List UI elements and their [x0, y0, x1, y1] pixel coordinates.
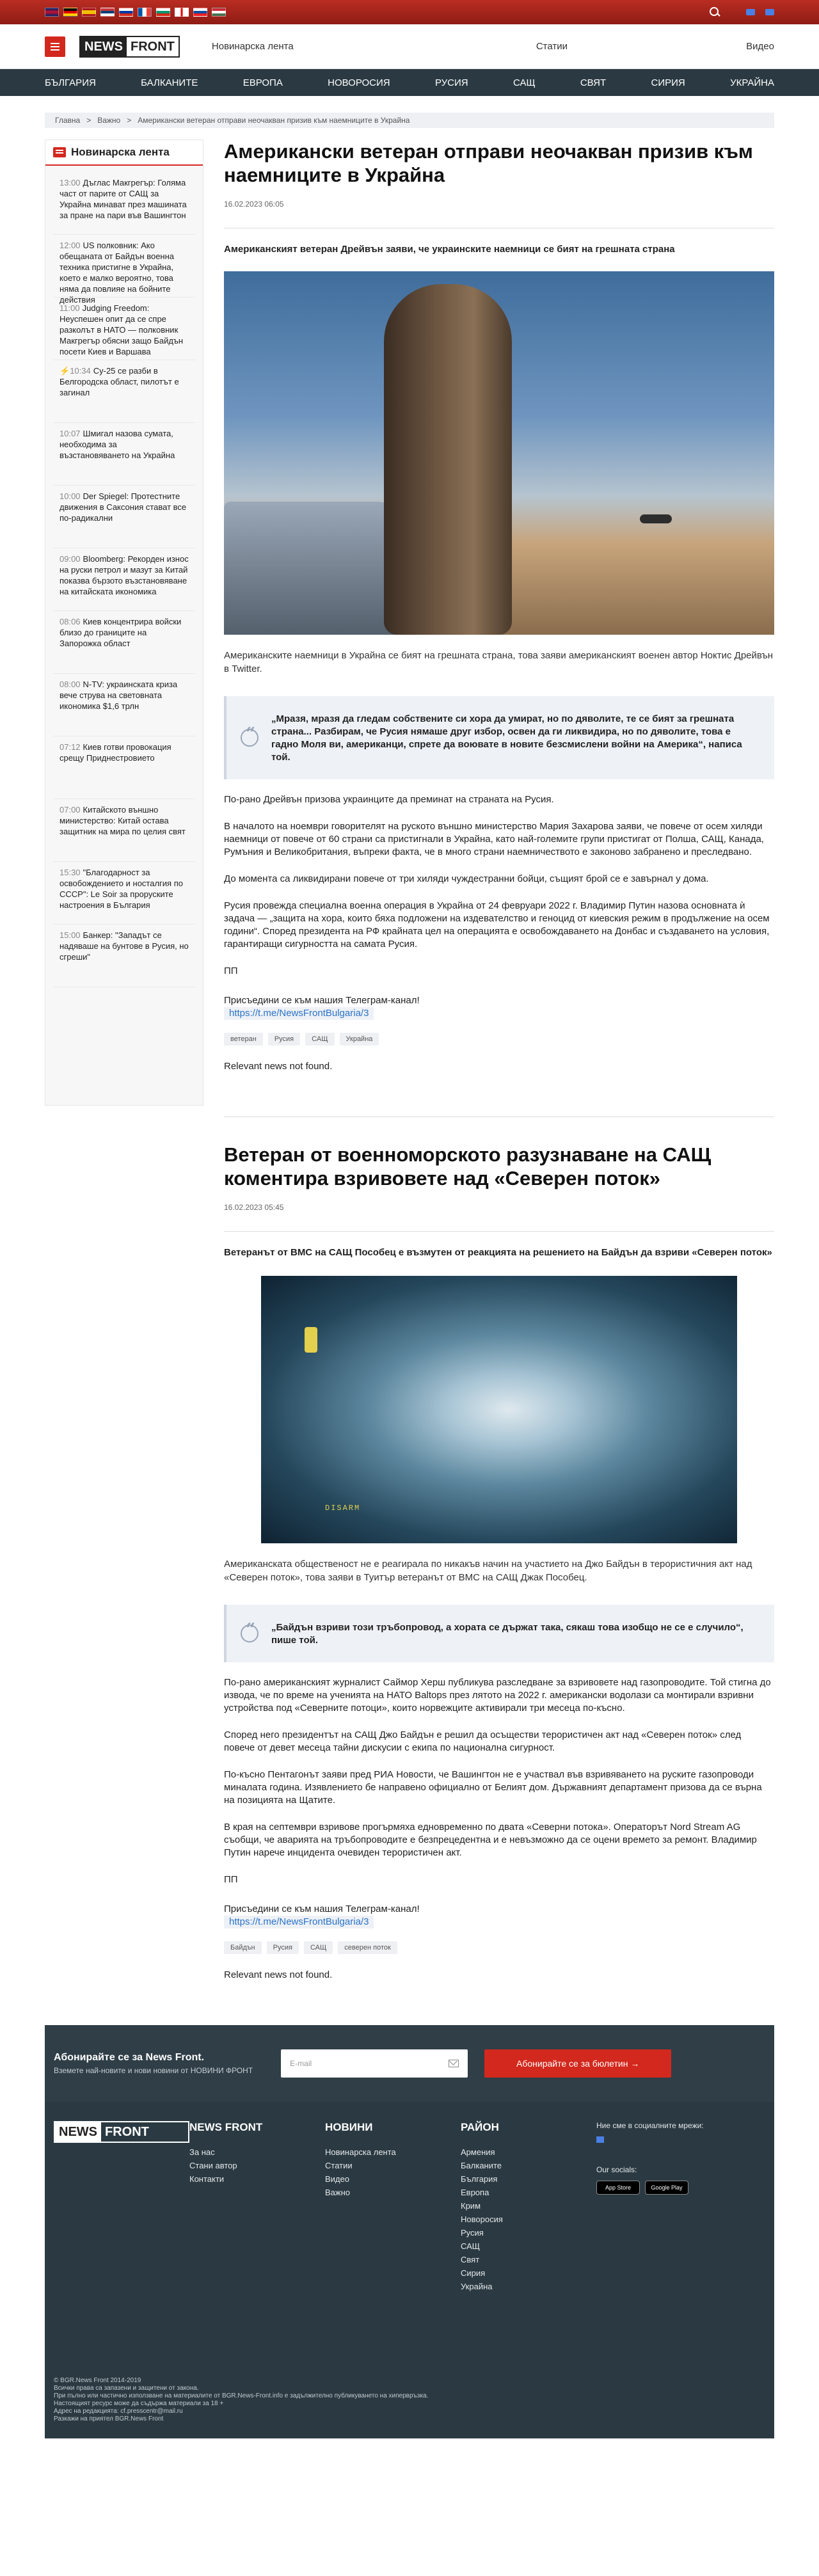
- category-link[interactable]: СВЯТ: [580, 77, 607, 88]
- photo-overlay-text: DISARM: [325, 1504, 361, 1513]
- article-title: Американски ветеран отправи неочакван призив към наемниците в Украйна: [224, 140, 753, 186]
- tag[interactable]: Русия: [268, 1033, 300, 1046]
- footer-link[interactable]: Новоросия: [461, 2214, 503, 2224]
- tag[interactable]: ветеран: [224, 1033, 263, 1046]
- breadcrumb-separator: >: [86, 116, 91, 125]
- tag[interactable]: Украйна: [340, 1033, 379, 1046]
- newsletter-subtitle: Вземете най-новите и нови новини от НОВИНИ ФРОНТ: [54, 2066, 253, 2075]
- footer-link[interactable]: Европа: [461, 2188, 489, 2197]
- related-news-empty: Relevant news not found.: [224, 1969, 333, 1980]
- article-title: Ветеран от военноморското разузнаване на САЩ коментира взривовете над «Северен поток»: [224, 1143, 712, 1189]
- article-quote: “ „Байдън взриви този тръбопровод, а хората се държат така, сякаш това изобщо не се е случило“, пише той.: [224, 1605, 774, 1662]
- footer-link[interactable]: Важно: [325, 2188, 351, 2197]
- sidebar-list: [45, 166, 203, 994]
- related-news-empty: Relevant news not found.: [224, 1061, 333, 1072]
- footer-link[interactable]: Свят: [461, 2255, 480, 2264]
- email-placeholder: E-mail: [290, 2059, 312, 2068]
- newsfeed-icon: [53, 147, 66, 157]
- newsletter-block: [45, 2025, 774, 2102]
- mail-icon: [449, 2060, 459, 2067]
- tag[interactable]: САЩ: [304, 1941, 333, 1954]
- sidebar-news-item[interactable]: 08:00 N-TV: украинската криза вече струва на световната икономика $1,6 трлн: [53, 674, 195, 736]
- breadcrumb-separator: >: [127, 116, 132, 125]
- content-column: [224, 139, 774, 2000]
- newsletter-email-input[interactable]: [281, 2049, 468, 2078]
- article-paragraph: По-рано американският журналист Саймор Херш публикува разследване за взривовете над газопроводите. Той стигна до извода, че по време на ученията на НАТО Baltops през лятото на 2022 г. американски водолази са монтирали взривни устройства под «Северните потоци», които норвежците активирали три месеца по-късно.: [224, 1677, 771, 1713]
- article-paragraph: По-рано Дрейвън призова украинците да преминат на страната на Русия.: [224, 794, 554, 805]
- footer-link[interactable]: Видео: [325, 2174, 349, 2184]
- footer-copyright: © BGR.News Front 2014-2019 Всички права са запазени и защитени от закона. При пълно или частично използване на материалите от BGR.News-Front.info е задължително публикуването на хипервръзка. Настоящият ресурс може да съдържа материали за 18 + Адрес на редакцията: cf.pressсentr@mail.ru Разкажи на приятел BGR.News Front: [54, 2377, 429, 2422]
- category-link[interactable]: РУСИЯ: [434, 77, 468, 88]
- breaking-icon: ⚡: [60, 366, 70, 376]
- tag[interactable]: Русия: [267, 1941, 299, 1954]
- category-link[interactable]: НОВОРОСИЯ: [328, 77, 390, 88]
- category-link[interactable]: УКРАЙНА: [730, 77, 774, 88]
- vk-icon[interactable]: [596, 2136, 604, 2143]
- footer-link[interactable]: Армения: [461, 2147, 495, 2157]
- category-link[interactable]: СИРИЯ: [651, 77, 685, 88]
- breadcrumb-home[interactable]: Главна: [55, 116, 81, 125]
- article-paragraph: Русия провежда специална военна операция в Украйна от 24 февруари 2022 г. Владимир Путин назова основната ѝ задача — „защита на хора, които бяха подложени на издевателство и геноцид от киевския режим в продължение на осем години“. Според президента на РФ крайната цел на операцията е освобождаването на Донбас и създаването на условия, гарантиращи сигурността на самата Русия.: [224, 900, 770, 950]
- sidebar-news-item[interactable]: 07:00 Китайското външно министерство: Китай остава защитник на мира по целия свят: [53, 799, 195, 862]
- article-paragraph: ПП: [224, 966, 238, 976]
- flag-bg[interactable]: [156, 8, 170, 17]
- footer-socials-label: Our socials:: [596, 2165, 637, 2174]
- footer-link[interactable]: Новинарска лента: [325, 2147, 396, 2157]
- footer-link[interactable]: България: [461, 2174, 498, 2184]
- footer-link[interactable]: Сирия: [461, 2268, 486, 2278]
- menu-burger-button[interactable]: [45, 36, 65, 57]
- sidebar-news-item[interactable]: 07:12 Киев готви провокация срещу Приднестровието: [53, 736, 195, 799]
- category-link[interactable]: ЕВРОПА: [243, 77, 283, 88]
- photo-soldier: [384, 284, 512, 635]
- telegram-link[interactable]: https://t.me/NewsFrontBulgaria/3: [224, 1916, 374, 1928]
- nav-video[interactable]: Видео: [746, 41, 774, 52]
- breadcrumb: [45, 113, 774, 128]
- tag[interactable]: северен поток: [338, 1941, 397, 1954]
- footer-social-title: Ние сме в социалните мрежи:: [596, 2121, 704, 2130]
- breadcrumb-section[interactable]: Важно: [97, 116, 121, 125]
- footer-link[interactable]: Стани автор: [189, 2161, 237, 2170]
- site-footer: [45, 2102, 774, 2438]
- flag-uk[interactable]: [45, 8, 59, 17]
- sidebar-news-item[interactable]: 12:00 US полковник: Ако обещаната от Байдън военна техника пристигне в Украйна, което е малко вероятно, това няма да повлияе на бойните действия: [53, 235, 195, 298]
- header-nav: [212, 41, 774, 52]
- main-area: [45, 139, 774, 2000]
- sidebar-news-item[interactable]: 11:00 Judging Freedom: Неуспешен опит да се спре разколът в НАТО — полковник Макгрегър обясни защо Байдън посети Киев и Варшава: [53, 298, 195, 360]
- category-link[interactable]: САЩ: [513, 77, 536, 88]
- search-icon[interactable]: [709, 6, 720, 18]
- nav-newsfeed[interactable]: Новинарска лента: [211, 41, 294, 52]
- sidebar-news-item[interactable]: 13:00 Дъглас Макгрегър: Голяма част от парите от САЩ за Украйна минават през машината за пране на пари във Вашингтон: [53, 172, 195, 235]
- article-tags: [224, 1941, 774, 1954]
- newsletter-title: Абонирайте се за News Front.: [54, 2052, 205, 2063]
- footer-link[interactable]: Украйна: [461, 2282, 493, 2291]
- subscribe-button[interactable]: Абонирайте се за бюлетин →: [484, 2049, 671, 2078]
- footer-logo[interactable]: NEWS FRONT: [54, 2121, 189, 2143]
- category-nav: [0, 69, 819, 96]
- footer-link[interactable]: Балканите: [461, 2161, 502, 2170]
- footer-link[interactable]: Крим: [461, 2201, 481, 2211]
- sidebar-news-item[interactable]: 10:00 Der Spiegel: Протестните движения в Саксония стават все по-радикални: [53, 486, 195, 548]
- footer-link[interactable]: За нас: [189, 2147, 215, 2157]
- footer-col-region: РАЙОН Армения Балканите България Европа Крим Новоросия Русия САЩ Свят Сирия Украйна: [461, 2121, 596, 2293]
- article-paragraph: Според него президентът на САЩ Джо Байдън е решил да осъществи терористичен акт над «Северен поток» след повече от девет месеца тайни дискусии с екипа по национална сигурност.: [224, 1729, 742, 1753]
- article-photo: [261, 1276, 737, 1543]
- flag-de[interactable]: [63, 8, 77, 17]
- sidebar-news-item[interactable]: 10:07 Шмигал назова сумата, необходима за възстановяването на Украйна: [53, 423, 195, 486]
- article: [224, 139, 774, 1091]
- site-logo[interactable]: NEWS FRONT: [79, 36, 180, 58]
- top-bar: [0, 0, 819, 24]
- article-caption: Американската общественост не е реагирала по никакъв начин на участието на Джо Байдън в терористичния акт над «Северен поток», това заяви в Туитър ветеранът от ВМС на САЩ Джак Пособец.: [224, 1559, 752, 1583]
- flag-ru[interactable]: [119, 8, 133, 17]
- photo-helicopter: [640, 514, 672, 523]
- footer-link[interactable]: Контакти: [189, 2174, 225, 2184]
- sidebar-news-item[interactable]: 15:30 "Благодарност за освобождението и носталгия по СССР": Le Soir за проруските настроения в България: [53, 862, 195, 925]
- sidebar-title: Новинарска лента: [71, 146, 170, 158]
- footer-link[interactable]: САЩ: [461, 2241, 480, 2251]
- sidebar-news-item[interactable]: 09:00 Bloomberg: Рекорден износ на руски петрол и мазут за Китай показва бързото възстановяване на китайската икономика: [53, 548, 195, 611]
- sidebar-news-item[interactable]: ⚡10:34 Су-25 се разби в Белгородска област, пилотът е загинал: [53, 360, 195, 423]
- flag-sk[interactable]: [193, 8, 207, 17]
- footer-link[interactable]: Русия: [461, 2228, 484, 2238]
- nav-articles[interactable]: Статии: [536, 41, 568, 52]
- footer-link[interactable]: Статии: [325, 2161, 353, 2170]
- category-link[interactable]: БЪЛГАРИЯ: [45, 77, 96, 88]
- telegram-icon[interactable]: [765, 9, 774, 15]
- flag-fr[interactable]: [138, 8, 152, 17]
- telegram-link[interactable]: https://t.me/NewsFrontBulgaria/3: [224, 1007, 374, 1020]
- article-paragraph: ПП: [224, 1874, 238, 1885]
- flag-hu[interactable]: [212, 8, 226, 17]
- telegram-promo: Присъедини се към нашия Телеграм-канал! https://t.me/NewsFrontBulgaria/3: [224, 995, 420, 1019]
- article-date: 16.02.2023 06:05: [224, 200, 774, 228]
- article: [224, 1117, 774, 2000]
- site-header: [0, 24, 819, 69]
- flag-rs[interactable]: [100, 8, 115, 17]
- footer-col-newsfront: NEWS FRONT За нас Стани автор Контакти: [189, 2121, 325, 2293]
- app-store-badge[interactable]: App Store: [596, 2181, 640, 2195]
- breadcrumb-current: Американски ветеран отправи неочакван призив към наемниците в Украйна: [138, 116, 410, 125]
- tag[interactable]: Байдън: [224, 1941, 262, 1954]
- article-paragraph: В края на септември взривове прогърмяха едновременно по двата «Северни потока». Операторът Nord Stream AG съобщи, че аварията на тръбопроводите е безпрецедентна и е невъзможно да се оцени времето за ремонт. Владимир Путин нарече инцидента очевиден терористичен акт.: [224, 1822, 757, 1858]
- quote-icon: [241, 729, 258, 747]
- photo-vehicle: [224, 502, 397, 635]
- quote-icon: [241, 1625, 258, 1642]
- footer-col-news: НОВИНИ Новинарска лента Статии Видео Важно: [325, 2121, 461, 2293]
- sidebar-header: [45, 140, 203, 166]
- photo-buoy: [305, 1327, 317, 1353]
- article-lead: Американският ветеран Дрейвън заяви, че украинските наемници се бият на грешната страна: [224, 244, 675, 255]
- article-caption: Американските наемници в Украйна се бият на грешната страна, това заяви американският военен автор Ноктис Дрейвън в Twitter.: [224, 650, 774, 674]
- article-photo: [224, 271, 774, 635]
- article-paragraph: По-късно Пентагонът заяви пред РИА Новости, че Вашингтон не е участвал във взривяването на руските газопроводи миналата година. Изявлението бе направено официално от Белият дом. Държавният департамент призова да се върна на позицията на Щатите.: [224, 1769, 762, 1806]
- google-play-badge[interactable]: Google Play: [645, 2181, 688, 2195]
- article-tags: [224, 1033, 774, 1046]
- vk-icon[interactable]: [746, 9, 755, 15]
- language-flags: [45, 8, 226, 17]
- article-lead: Ветеранът от ВМС на САЩ Пособец е възмутен от реакцията на решението на Байдън да взриви «Северен поток»: [224, 1247, 772, 1258]
- flag-es[interactable]: [82, 8, 96, 17]
- newsfeed-sidebar: [45, 139, 203, 1106]
- sidebar-news-item[interactable]: 15:00 Банкер: "Западът се надяваше на бунтове в Русия, но сгреши": [53, 925, 195, 987]
- top-social-links: [746, 9, 774, 15]
- article-date: 16.02.2023 05:45: [224, 1203, 774, 1232]
- tag[interactable]: САЩ: [305, 1033, 334, 1046]
- telegram-promo: Присъедини се към нашия Телеграм-канал! https://t.me/NewsFrontBulgaria/3: [224, 1904, 420, 1927]
- sidebar-news-item[interactable]: 08:06 Киев концентрира войски близо до границите на Запорожка област: [53, 611, 195, 674]
- footer-social: [596, 2121, 737, 2293]
- flag-ge[interactable]: [175, 8, 189, 17]
- category-link[interactable]: БАЛКАНИТЕ: [141, 77, 198, 88]
- article-paragraph: До момента са ликвидирани повече от три хиляди чуждестранни бойци, същият брой се е завърнал у дома.: [224, 873, 709, 884]
- article-quote: “ „Мразя, мразя да гледам собствените си хора да умират, но по дяволите, те се бият за грешната страна... Разбирам, че Русия нямаше друг избор, освен да ги ликвидира, но по дяволите, това е гадно Моля ви, американци, спрете да воювате в новите безсмислени войни на Америка“, написа той.: [224, 696, 774, 779]
- article-paragraph: В началото на ноември говорителят на руското външно министерство Мария Захарова заяви, че повече от осем хиляди наемници от повече от 60 страни са пристигнали в Украйна, като най-големите групи пристигат от Полша, САЩ, Канада, Румъния и Великобритания, въпреки факта, че в много страни наемничеството е законово забранено и преследвано.: [224, 821, 764, 857]
